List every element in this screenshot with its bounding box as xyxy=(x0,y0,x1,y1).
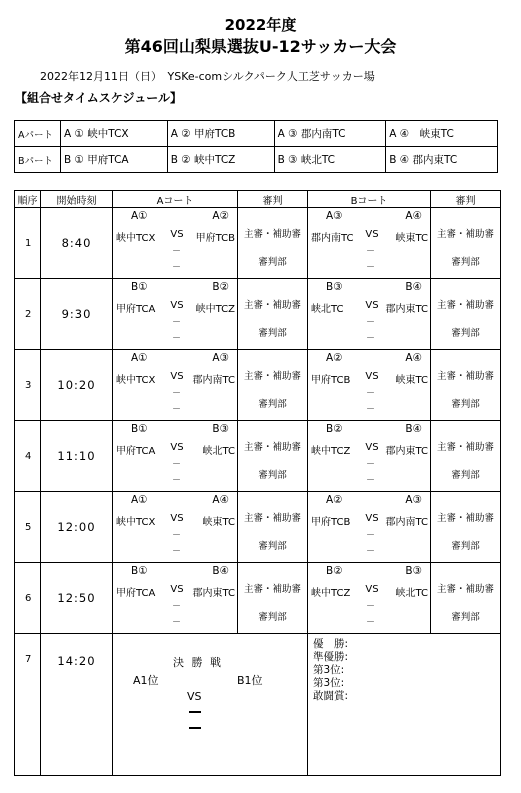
court-a-referee xyxy=(238,421,308,492)
court-b-referee xyxy=(431,492,501,563)
header-referee-b: 審判 xyxy=(431,191,501,208)
team-name: 甲府TCA xyxy=(116,304,156,315)
score-blank xyxy=(189,727,201,729)
court-a-match xyxy=(113,350,238,421)
referee-assignment: 主審・補助審 xyxy=(436,513,494,524)
team-name: 峡北TC xyxy=(311,304,344,315)
court-a-match xyxy=(113,563,238,634)
part-team: A ③ 郡内南TC xyxy=(274,121,386,147)
team-code: B④ xyxy=(405,423,422,435)
team-name: 峡東TC xyxy=(395,375,428,386)
team-code: A③ xyxy=(405,494,422,506)
team-name: 峡北TC xyxy=(395,588,428,599)
match-row xyxy=(15,421,501,492)
score-blank: － xyxy=(172,334,182,344)
vs-label: VS xyxy=(365,584,379,595)
score-blank: － xyxy=(366,547,376,557)
final-vs: VS xyxy=(187,690,202,703)
team-code: A② xyxy=(326,352,343,364)
vs-label: VS xyxy=(365,513,379,524)
court-b-match xyxy=(308,350,431,421)
referee-department: 審判部 xyxy=(258,399,287,410)
team-name: 郡内南TC xyxy=(385,517,428,528)
team-name: 峡中TCZ xyxy=(311,446,351,457)
team-code: A① xyxy=(131,494,148,506)
part-team: A ① 峡中TCX xyxy=(61,121,168,147)
match-order: 3 xyxy=(15,350,41,421)
team-code: A② xyxy=(326,494,343,506)
team-name: 峡中TCX xyxy=(116,517,156,528)
final-title: 決 勝 戦 xyxy=(173,656,223,669)
vs-label: VS xyxy=(365,229,379,240)
match-row xyxy=(15,350,501,421)
referee-assignment: 主審・補助審 xyxy=(243,584,301,595)
score-blank: － xyxy=(172,531,182,541)
referee-assignment: 主審・補助審 xyxy=(243,229,301,240)
vs-label: VS xyxy=(170,300,184,311)
part-team: B ② 峡中TCZ xyxy=(167,147,274,173)
team-name: 峡中TCX xyxy=(116,233,156,244)
match-order: 1 xyxy=(15,208,41,279)
vs-label: VS xyxy=(170,229,184,240)
team-code: B③ xyxy=(326,281,343,293)
team-name: 峡中TCX xyxy=(116,375,156,386)
score-blank: － xyxy=(366,247,376,257)
court-a-referee xyxy=(238,350,308,421)
referee-assignment: 主審・補助審 xyxy=(436,229,494,240)
team-name: 峡東TC xyxy=(395,233,428,244)
score-blank: － xyxy=(366,405,376,415)
referee-department: 審判部 xyxy=(258,470,287,481)
result-fighting-spirit: 敢闘賞: xyxy=(313,690,349,702)
team-name: 郡内東TC xyxy=(385,304,428,315)
match-start-time: 12:50 xyxy=(41,563,113,634)
team-code: A④ xyxy=(212,494,229,506)
team-name: 郡内南TC xyxy=(311,233,354,244)
referee-assignment: 主審・補助審 xyxy=(436,300,494,311)
team-name: 甲府TCA xyxy=(116,446,156,457)
score-blank xyxy=(189,711,201,713)
score-blank: － xyxy=(172,405,182,415)
parts-table xyxy=(14,120,498,173)
referee-assignment: 主審・補助審 xyxy=(436,442,494,453)
team-code: B② xyxy=(212,281,229,293)
part-team: B ③ 峡北TC xyxy=(274,147,386,173)
vs-label: VS xyxy=(170,513,184,524)
match-start-time: 12:00 xyxy=(41,492,113,563)
match-order: 2 xyxy=(15,279,41,350)
event-title: 第46回山梨県選抜U-12サッカー大会 xyxy=(124,37,397,56)
referee-department: 審判部 xyxy=(451,541,480,552)
team-name: 甲府TCB xyxy=(311,517,351,528)
part-row-a xyxy=(15,121,498,147)
final-match-cell xyxy=(113,634,308,776)
team-code: A① xyxy=(131,352,148,364)
referee-assignment: 主審・補助審 xyxy=(243,300,301,311)
part-label: Bパート xyxy=(15,147,61,173)
team-code: B③ xyxy=(405,565,422,577)
section-heading: 【組合せタイムスケジュール】 xyxy=(15,91,183,105)
score-blank: － xyxy=(366,318,376,328)
team-code: A① xyxy=(131,210,148,222)
final-results-cell xyxy=(308,634,501,776)
vs-label: VS xyxy=(365,442,379,453)
final-team-b: B1位 xyxy=(237,674,263,687)
referee-assignment: 主審・補助審 xyxy=(436,371,494,382)
vs-label: VS xyxy=(170,442,184,453)
match-order: 4 xyxy=(15,421,41,492)
header-court-a: Aコート xyxy=(113,191,238,208)
court-a-match xyxy=(113,279,238,350)
team-name: 峡東TC xyxy=(202,517,235,528)
score-blank: － xyxy=(172,602,182,612)
vs-label: VS xyxy=(170,371,184,382)
final-order: 7 xyxy=(15,634,41,776)
team-name: 峡中TCZ xyxy=(195,304,235,315)
court-b-referee xyxy=(431,350,501,421)
court-b-referee xyxy=(431,563,501,634)
header-referee-a: 審判 xyxy=(238,191,308,208)
referee-department: 審判部 xyxy=(451,399,480,410)
referee-department: 審判部 xyxy=(451,470,480,481)
court-b-match xyxy=(308,421,431,492)
match-start-time: 9:30 xyxy=(41,279,113,350)
score-blank: － xyxy=(172,389,182,399)
team-name: 峡北TC xyxy=(202,446,235,457)
date-venue: 2022年12月11日（日） YSKe-comシルクパーク人工芝サッカー場 xyxy=(40,70,375,83)
result-third-2: 第3位: xyxy=(313,677,345,689)
court-a-referee xyxy=(238,208,308,279)
match-row xyxy=(15,279,501,350)
court-b-referee xyxy=(431,279,501,350)
match-start-time: 10:20 xyxy=(41,350,113,421)
team-name: 郡内東TC xyxy=(385,446,428,457)
court-b-match xyxy=(308,208,431,279)
part-team: B ④ 郡内東TC xyxy=(386,147,498,173)
court-b-referee xyxy=(431,421,501,492)
header-start-time: 開始時刻 xyxy=(41,191,113,208)
team-code: B④ xyxy=(212,565,229,577)
vs-label: VS xyxy=(170,584,184,595)
referee-assignment: 主審・補助審 xyxy=(243,513,301,524)
result-third-1: 第3位: xyxy=(313,664,345,676)
team-code: B② xyxy=(326,423,343,435)
court-a-match xyxy=(113,208,238,279)
score-blank: － xyxy=(366,263,376,273)
court-b-match xyxy=(308,563,431,634)
team-name: 郡内東TC xyxy=(192,588,235,599)
team-code: B① xyxy=(131,565,148,577)
team-name: 郡内南TC xyxy=(192,375,235,386)
match-row xyxy=(15,563,501,634)
referee-department: 審判部 xyxy=(258,328,287,339)
team-code: B① xyxy=(131,423,148,435)
team-name: 峡中TCZ xyxy=(311,588,351,599)
referee-department: 審判部 xyxy=(451,612,480,623)
results-list xyxy=(313,638,348,703)
part-label: Aパート xyxy=(15,121,61,147)
year-title: 2022年度 xyxy=(224,16,297,34)
part-team: A ④ 峡東TC xyxy=(386,121,498,147)
court-a-match xyxy=(113,421,238,492)
score-blank: － xyxy=(366,602,376,612)
team-code: B② xyxy=(326,565,343,577)
score-blank: － xyxy=(366,618,376,628)
schedule-table xyxy=(14,190,501,776)
part-team: A ② 甲府TCB xyxy=(167,121,274,147)
score-blank: － xyxy=(172,547,182,557)
team-code: A④ xyxy=(405,352,422,364)
match-start-time: 8:40 xyxy=(41,208,113,279)
court-a-referee xyxy=(238,279,308,350)
part-team: B ① 甲府TCA xyxy=(61,147,168,173)
final-row xyxy=(15,634,501,776)
team-code: A④ xyxy=(405,210,422,222)
team-name: 甲府TCB xyxy=(195,233,235,244)
header-court-b: Bコート xyxy=(308,191,431,208)
result-runner-up: 準優勝: xyxy=(313,651,349,663)
team-code: B④ xyxy=(405,281,422,293)
vs-label: VS xyxy=(365,371,379,382)
referee-assignment: 主審・補助審 xyxy=(436,584,494,595)
team-code: B① xyxy=(131,281,148,293)
match-row xyxy=(15,492,501,563)
score-blank: － xyxy=(366,460,376,470)
score-blank: － xyxy=(366,531,376,541)
score-blank: － xyxy=(366,389,376,399)
score-blank: － xyxy=(172,247,182,257)
team-code: B③ xyxy=(212,423,229,435)
score-blank: － xyxy=(172,263,182,273)
court-a-match xyxy=(113,492,238,563)
match-row xyxy=(15,208,501,279)
final-team-a: A1位 xyxy=(133,674,159,687)
court-a-referee xyxy=(238,492,308,563)
court-b-match xyxy=(308,279,431,350)
score-blank: － xyxy=(366,476,376,486)
court-a-referee xyxy=(238,563,308,634)
referee-assignment: 主審・補助審 xyxy=(243,371,301,382)
score-blank: － xyxy=(172,618,182,628)
referee-department: 審判部 xyxy=(258,257,287,268)
court-b-referee xyxy=(431,208,501,279)
team-name: 甲府TCB xyxy=(311,375,351,386)
referee-department: 審判部 xyxy=(258,612,287,623)
referee-department: 審判部 xyxy=(451,328,480,339)
team-code: A② xyxy=(212,210,229,222)
score-blank: － xyxy=(172,460,182,470)
referee-department: 審判部 xyxy=(258,541,287,552)
referee-assignment: 主審・補助審 xyxy=(243,442,301,453)
vs-label: VS xyxy=(365,300,379,311)
court-b-match xyxy=(308,492,431,563)
part-row-b xyxy=(15,147,498,173)
match-start-time: 11:10 xyxy=(41,421,113,492)
score-blank: － xyxy=(172,318,182,328)
score-blank: － xyxy=(366,334,376,344)
team-name: 甲府TCA xyxy=(116,588,156,599)
final-time: 14:20 xyxy=(41,634,113,776)
match-order: 6 xyxy=(15,563,41,634)
schedule-header-row xyxy=(15,191,501,208)
match-order: 5 xyxy=(15,492,41,563)
result-champion: 優 勝: xyxy=(313,638,349,650)
team-code: A③ xyxy=(212,352,229,364)
header-order: 順序 xyxy=(15,191,41,208)
score-blank: － xyxy=(172,476,182,486)
team-code: A③ xyxy=(326,210,343,222)
referee-department: 審判部 xyxy=(451,257,480,268)
